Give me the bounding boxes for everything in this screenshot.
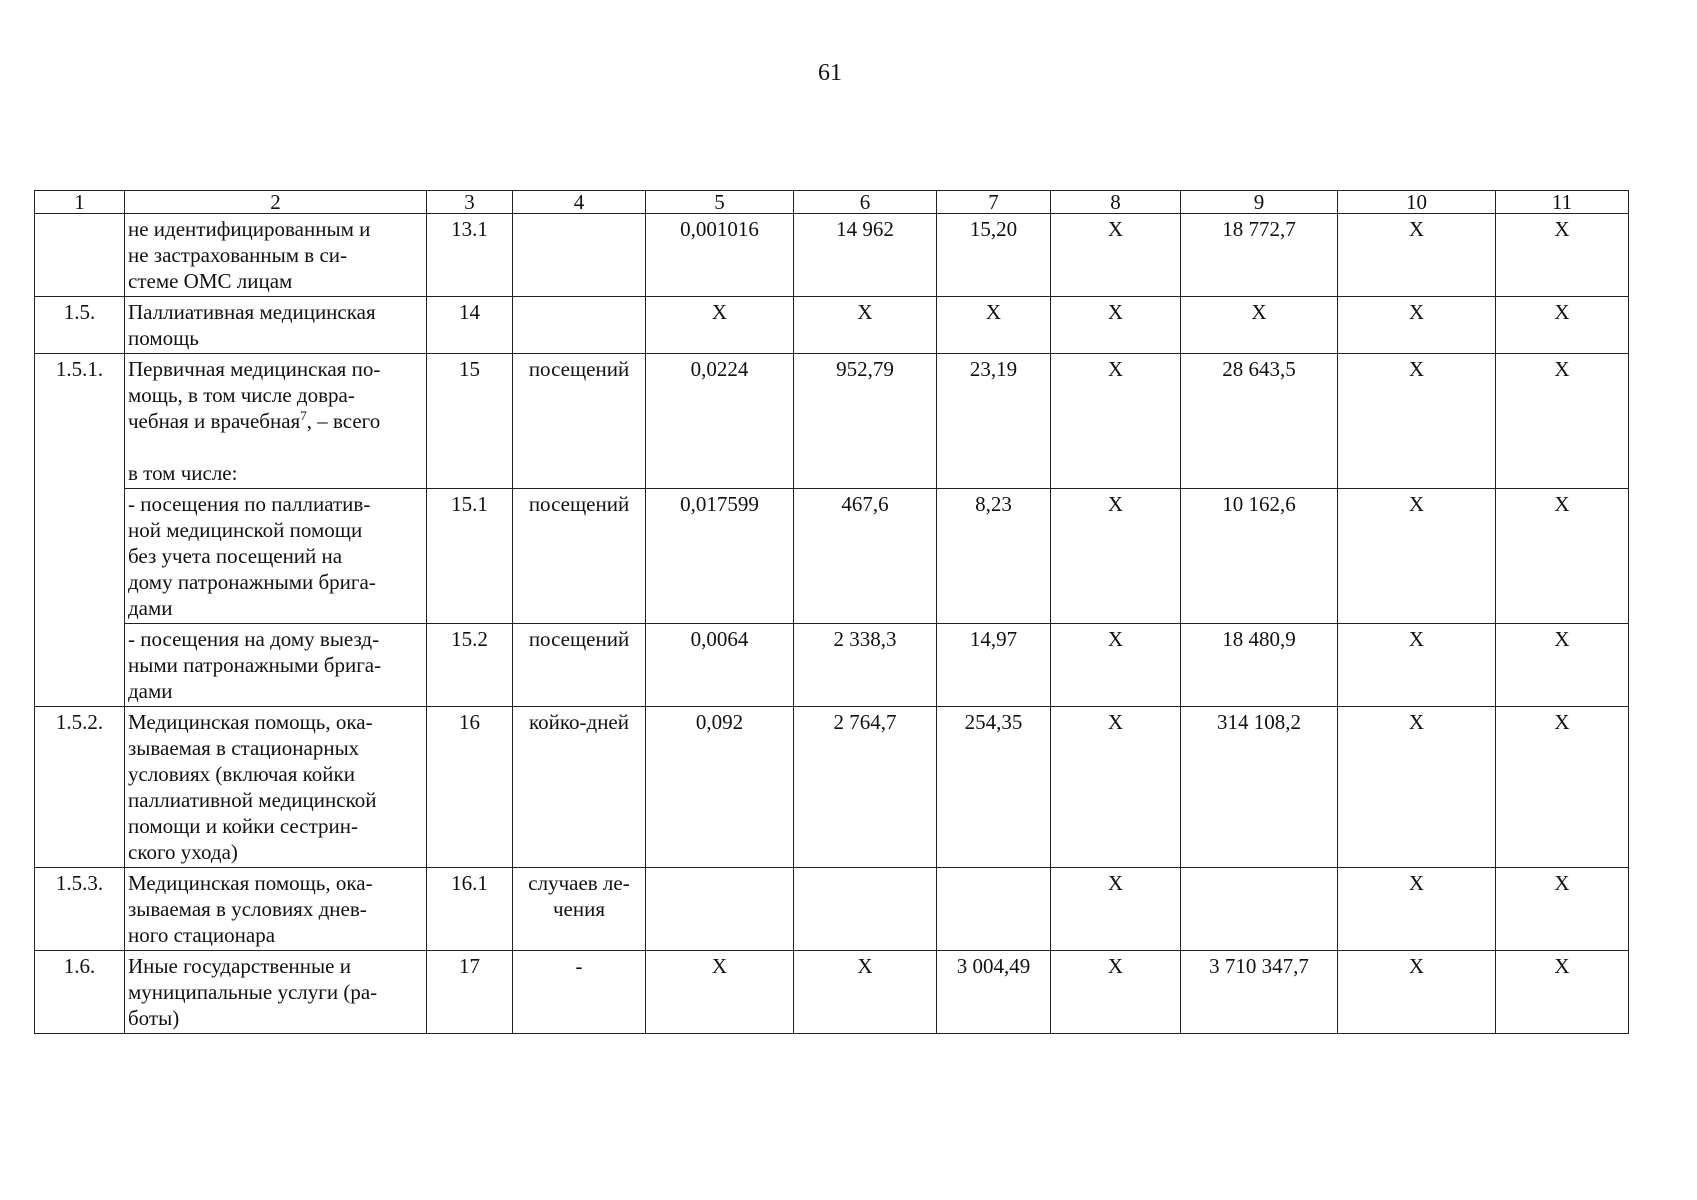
line-number: 16.1 xyxy=(427,868,513,951)
cell-value: 14,97 xyxy=(937,624,1051,707)
column-number-row xyxy=(35,191,1629,214)
cell-value: X xyxy=(1051,354,1181,489)
table-row xyxy=(35,354,1629,489)
cell-value: X xyxy=(1338,297,1496,354)
unit: посещений xyxy=(513,624,646,707)
column-number: 1 xyxy=(35,191,125,214)
cell-value: X xyxy=(1496,489,1629,624)
table-row xyxy=(35,951,1629,1034)
cell-value: X xyxy=(1051,951,1181,1034)
table-row xyxy=(35,707,1629,868)
cell-value xyxy=(937,868,1051,951)
line-number: 15.2 xyxy=(427,624,513,707)
row-name xyxy=(125,214,427,297)
row-name-line: без учета посещений на xyxy=(128,544,343,568)
cell-value: X xyxy=(1496,297,1629,354)
cell-value: X xyxy=(1051,489,1181,624)
cell-value: 0,0064 xyxy=(646,624,794,707)
row-number xyxy=(35,214,125,297)
table-row xyxy=(35,297,1629,354)
unit xyxy=(513,868,646,951)
cell-value: X xyxy=(1051,707,1181,868)
row-number: 1.5.3. xyxy=(35,868,125,951)
row-name-line: в том числе: xyxy=(128,461,238,485)
row-number: 1.6. xyxy=(35,951,125,1034)
row-name-line: зываемая в условиях днев- xyxy=(128,897,367,921)
column-number: 11 xyxy=(1496,191,1629,214)
cell-value: X xyxy=(1496,707,1629,868)
unit: - xyxy=(513,951,646,1034)
cell-value: 0,0224 xyxy=(646,354,794,489)
row-name-line: ными патронажными брига- xyxy=(128,653,382,677)
cell-value: 14 962 xyxy=(794,214,937,297)
cell-value: 15,20 xyxy=(937,214,1051,297)
column-number: 2 xyxy=(125,191,427,214)
row-name-line: не идентифицированным и xyxy=(128,217,371,241)
row-name-line: ского ухода) xyxy=(128,840,238,864)
cell-value: 2 338,3 xyxy=(794,624,937,707)
row-name-line: - посещения по паллиатив- xyxy=(128,492,371,516)
cell-value: X xyxy=(1338,868,1496,951)
cell-value: X xyxy=(794,951,937,1034)
row-name-line: ного стационара xyxy=(128,923,276,947)
row-name xyxy=(125,868,427,951)
row-name-line: стеме ОМС лицам xyxy=(128,269,293,293)
cell-value: 0,017599 xyxy=(646,489,794,624)
cell-value: X xyxy=(937,297,1051,354)
line-number: 15.1 xyxy=(427,489,513,624)
table-row xyxy=(35,868,1629,951)
row-name-line: - посещения на дому выезд- xyxy=(128,627,380,651)
row-name-line: Медицинская помощь, ока- xyxy=(128,871,373,895)
data-table xyxy=(34,190,1629,1034)
row-name xyxy=(125,951,427,1034)
unit-line: случаев ле- xyxy=(528,871,630,895)
row-name-text: чебная и врачебная xyxy=(128,409,301,433)
footnote-mark: 7 xyxy=(300,408,307,423)
row-name xyxy=(125,354,427,489)
cell-value: 23,19 xyxy=(937,354,1051,489)
line-number: 16 xyxy=(427,707,513,868)
row-number: 1.5.1. xyxy=(35,354,125,707)
row-name xyxy=(125,624,427,707)
cell-value: X xyxy=(1051,214,1181,297)
unit: посещений xyxy=(513,489,646,624)
row-name-line: ной медицинской помощи xyxy=(128,518,363,542)
row-name xyxy=(125,297,427,354)
cell-value: 3 710 347,7 xyxy=(1181,951,1338,1034)
cell-value: X xyxy=(1181,297,1338,354)
unit xyxy=(513,214,646,297)
cell-value: X xyxy=(1338,214,1496,297)
row-name-line: паллиативной медицинской xyxy=(128,788,377,812)
row-name-line: дами xyxy=(128,679,173,703)
cell-value: 18 772,7 xyxy=(1181,214,1338,297)
cell-value: 2 764,7 xyxy=(794,707,937,868)
row-name-line: дами xyxy=(128,596,173,620)
cell-value: X xyxy=(1496,624,1629,707)
cell-value: X xyxy=(1338,489,1496,624)
cell-value: X xyxy=(646,297,794,354)
table-row xyxy=(35,214,1629,297)
cell-value: X xyxy=(1496,354,1629,489)
column-number: 9 xyxy=(1181,191,1338,214)
row-name-line: Медицинская помощь, ока- xyxy=(128,710,373,734)
cell-value: 8,23 xyxy=(937,489,1051,624)
cell-value: X xyxy=(1051,297,1181,354)
cell-value xyxy=(1181,868,1338,951)
cell-value: X xyxy=(1496,951,1629,1034)
table-row xyxy=(35,489,1629,624)
line-number: 13.1 xyxy=(427,214,513,297)
row-name-line: Иные государственные и xyxy=(128,954,351,978)
cell-value: 10 162,6 xyxy=(1181,489,1338,624)
cell-value: X xyxy=(1338,707,1496,868)
column-number: 8 xyxy=(1051,191,1181,214)
cell-value: X xyxy=(1051,624,1181,707)
cell-value: X xyxy=(1051,868,1181,951)
cell-value: 0,092 xyxy=(646,707,794,868)
row-name-line: мощь, в том числе довра- xyxy=(128,383,355,407)
page-number: 61 xyxy=(818,60,842,86)
table-row xyxy=(35,624,1629,707)
unit xyxy=(513,297,646,354)
row-name-line: Паллиативная медицинская xyxy=(128,300,376,324)
unit: посещений xyxy=(513,354,646,489)
line-number: 17 xyxy=(427,951,513,1034)
cell-value: X xyxy=(1338,624,1496,707)
row-name xyxy=(125,489,427,624)
row-name-line: не застрахованным в си- xyxy=(128,243,348,267)
line-number: 14 xyxy=(427,297,513,354)
row-name-line: зываемая в стационарных xyxy=(128,736,360,760)
column-number: 7 xyxy=(937,191,1051,214)
row-number: 1.5.2. xyxy=(35,707,125,868)
unit: койко-дней xyxy=(513,707,646,868)
unit-line: чения xyxy=(552,897,606,921)
line-number: 15 xyxy=(427,354,513,489)
cell-value: 952,79 xyxy=(794,354,937,489)
cell-value: X xyxy=(794,297,937,354)
cell-value: 467,6 xyxy=(794,489,937,624)
row-name-line xyxy=(128,408,423,434)
row-name-text: , – всего xyxy=(306,409,381,433)
row-name-line: помощь xyxy=(128,326,199,350)
row-name-line: Первичная медицинская по- xyxy=(128,357,381,381)
cell-value xyxy=(646,868,794,951)
cell-value: X xyxy=(1338,354,1496,489)
cell-value: 3 004,49 xyxy=(937,951,1051,1034)
cell-value: X xyxy=(646,951,794,1034)
row-number: 1.5. xyxy=(35,297,125,354)
row-name xyxy=(125,707,427,868)
cell-value: 18 480,9 xyxy=(1181,624,1338,707)
cell-value: X xyxy=(1338,951,1496,1034)
row-name-line: муниципальные услуги (ра- xyxy=(128,980,378,1004)
row-name-line: дому патронажными брига- xyxy=(128,570,376,594)
column-number: 10 xyxy=(1338,191,1496,214)
cell-value: X xyxy=(1496,868,1629,951)
cell-value: 314 108,2 xyxy=(1181,707,1338,868)
cell-value: 0,001016 xyxy=(646,214,794,297)
column-number: 3 xyxy=(427,191,513,214)
cell-value: 254,35 xyxy=(937,707,1051,868)
cell-value: X xyxy=(1496,214,1629,297)
column-number: 4 xyxy=(513,191,646,214)
row-name-line: помощи и койки сестрин- xyxy=(128,814,358,838)
row-name-line: условиях (включая койки xyxy=(128,762,355,786)
row-name-line: боты) xyxy=(128,1006,180,1030)
column-number: 5 xyxy=(646,191,794,214)
column-number: 6 xyxy=(794,191,937,214)
cell-value: 28 643,5 xyxy=(1181,354,1338,489)
cell-value xyxy=(794,868,937,951)
